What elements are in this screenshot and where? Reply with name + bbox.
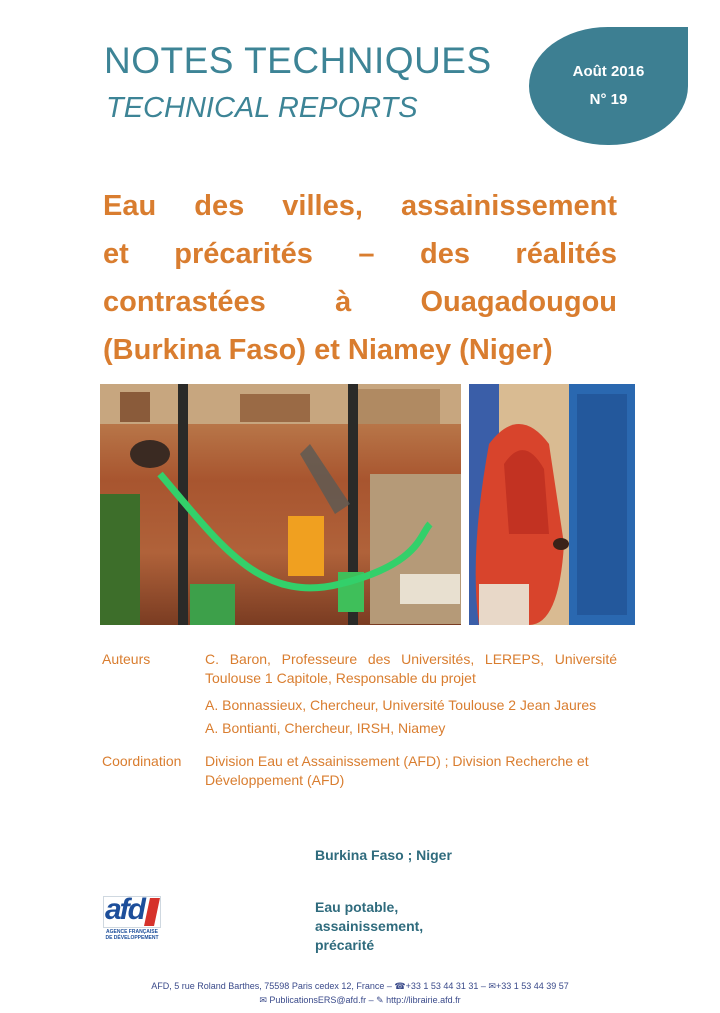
issue-badge — [529, 27, 688, 145]
keywords-topics: Eau potable, assainissement, précarité — [315, 899, 424, 953]
issue-number: N° 19 — [589, 91, 628, 108]
author-item: A. Bontianti, Chercheur, IRSH, Niamey — [205, 720, 446, 736]
photo-woman-red-veil-icon — [469, 384, 635, 625]
issue-date: Août 2016 — [572, 63, 645, 80]
report-title — [103, 182, 617, 374]
keywords-countries: Burkina Faso ; Niger — [315, 847, 452, 863]
coordination-text: Division Eau et Assainissement (AFD) ; Division Recherche et Développement (AFD) — [205, 753, 589, 788]
afd-logo — [103, 893, 161, 944]
authors-label: Auteurs — [102, 651, 151, 667]
photo-water-collection — [100, 384, 461, 625]
series-title: NOTES TECHNIQUES — [104, 40, 492, 81]
series-subtitle: TECHNICAL REPORTS — [106, 92, 418, 124]
footer-address: AFD, 5 rue Roland Barthes, 75598 Paris cedex 12, France – ☎+33 1 53 44 31 31 – ✉+33 1 53 44 39 57 — [151, 981, 569, 991]
footer-contact: ✉ PublicationsERS@afd.fr – ✎ http://librairie.afd.fr — [259, 995, 461, 1005]
coordination-label: Coordination — [102, 753, 182, 769]
title-line: (Burkina Faso) et Niamey (Niger) — [103, 334, 553, 366]
title-line: Eau des villes, assainissement — [103, 190, 617, 222]
author-item: C. Baron, Professeure des Universités, LEREPS, Université Toulouse 1 Capitole, Responsable du projet — [205, 651, 617, 686]
logo-subtitle: AGENCE FRANÇAISE DE DÉVELOPPEMENT — [105, 929, 159, 941]
title-line: et précarités – des réalités — [103, 238, 617, 270]
photo-water-collection-icon — [100, 384, 461, 625]
author-item: A. Bonnassieux, Chercheur, Université Toulouse 2 Jean Jaures — [205, 697, 597, 713]
photo-woman-water-point — [469, 384, 635, 625]
logo-word: afd — [105, 893, 144, 926]
title-line: contrastées à Ouagadougou — [103, 286, 617, 318]
